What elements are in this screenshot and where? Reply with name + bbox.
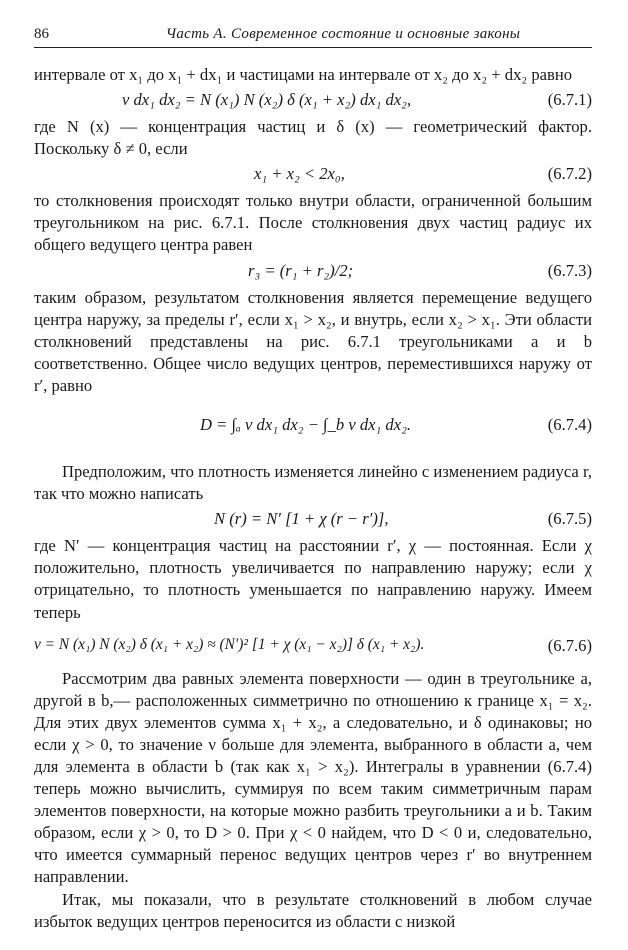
equation-6-7-6 — [34, 624, 592, 668]
page-header — [34, 26, 592, 48]
equation-formula: D = ∫ₐ ν dx₁ dx₂ − ∫_b ν dx₁ dx₂. — [200, 415, 412, 435]
equation-number: (6.7.2) — [547, 164, 592, 184]
equation-formula: r₃ = (r₁ + r₂)/2; — [248, 260, 354, 280]
paragraph: Итак, мы показали, что в результате столкновений в любом случае избыток ведущих центров переносится из области с низкой — [34, 889, 592, 931]
equation-number: (6.7.6) — [547, 635, 592, 655]
page-number: 86 — [34, 26, 49, 42]
equation-6-7-4 — [34, 397, 592, 461]
paragraph: интервале от x₁ до x₁ + dx₁ и частицами на интервале от x₂ до x₂ + dx₂ равно — [34, 65, 572, 84]
equation-formula: x₁ + x₂ < 2x₀, — [254, 164, 345, 184]
equation-6-7-2 — [34, 160, 592, 190]
equation-6-7-5 — [34, 505, 592, 535]
equation-6-7-1 — [34, 86, 592, 116]
paragraph: Рассмотрим два равных элемента поверхности — один в треугольнике a, другой в b,— расположенных симметрично по отношению к границе x₁ = x₂. Для этих двух элементов сумма x₁ + x₂, а следовательно, и δ одинаковы; но если χ > 0, то значение ν больше для элемента, выбранного в области a, чем для элемента в области b (так как x₁ > x₂). Интегралы в уравнении (6.7.4) теперь можно вычислить, суммируя по всем таким симметричным парам элементов поверхности, на которые можно разбить треугольники a и b. Таким образом, если χ > 0, то D > 0. При χ < 0 найдем, что D < 0 и, следовательно, что имеется суммарный перенос ведущих центров через r′ во внутреннем направлении. — [34, 668, 592, 887]
equation-number: (6.7.5) — [547, 509, 592, 529]
paragraph: таким образом, результатом столкновения является перемещение ведущего центра наружу, за пределы r′, если x₁ > x₂, и внутрь, если x₂ > x₁. Эти области столкновений представлены на рис. 6.7.1 треугольниками a и b соответственно. Общее число ведущих центров, переместившихся наружу от r′, равно — [34, 287, 592, 395]
running-title: Часть А. Современное состояние и основные законы — [165, 26, 521, 42]
paragraph: Предположим, что плотность изменяется линейно с изменением радиуса r, так что можно написать — [34, 462, 592, 504]
paragraph: где N′ — концентрация частиц на расстоянии r′, χ — постоянная. Если χ положительно, плотность увеличивается по направлению наружу; если χ отрицательно, то плотность уменьшается по направлению наружу. Имеем теперь — [34, 536, 592, 622]
equation-number: (6.7.3) — [547, 260, 592, 280]
equation-number: (6.7.1) — [547, 90, 592, 110]
equation-6-7-3 — [34, 257, 592, 287]
equation-formula: ν dx₁ dx₂ = N (x₁) N (x₂) δ (x₁ + x₂) dx₁ dx₂, — [122, 90, 412, 110]
book-page — [34, 26, 592, 933]
equation-number: (6.7.4) — [547, 415, 592, 435]
paragraph: где N (x) — концентрация частиц и δ (x) — геометрический фактор. Поскольку δ ≠ 0, если — [34, 117, 592, 159]
equation-formula: ν = N (x₁) N (x₂) δ (x₁ + x₂) ≈ (N′)² [1 + χ (x₁ − x₂)] δ (x₁ + x₂). — [34, 635, 425, 653]
paragraph: то столкновения происходят только внутри области, ограниченной большим треугольником на рис. 6.7.1. После столкновения двух частиц радиус их общего ведущего центра равен — [34, 191, 592, 255]
equation-formula: N (r) = N′ [1 + χ (r − r′)], — [214, 509, 389, 529]
